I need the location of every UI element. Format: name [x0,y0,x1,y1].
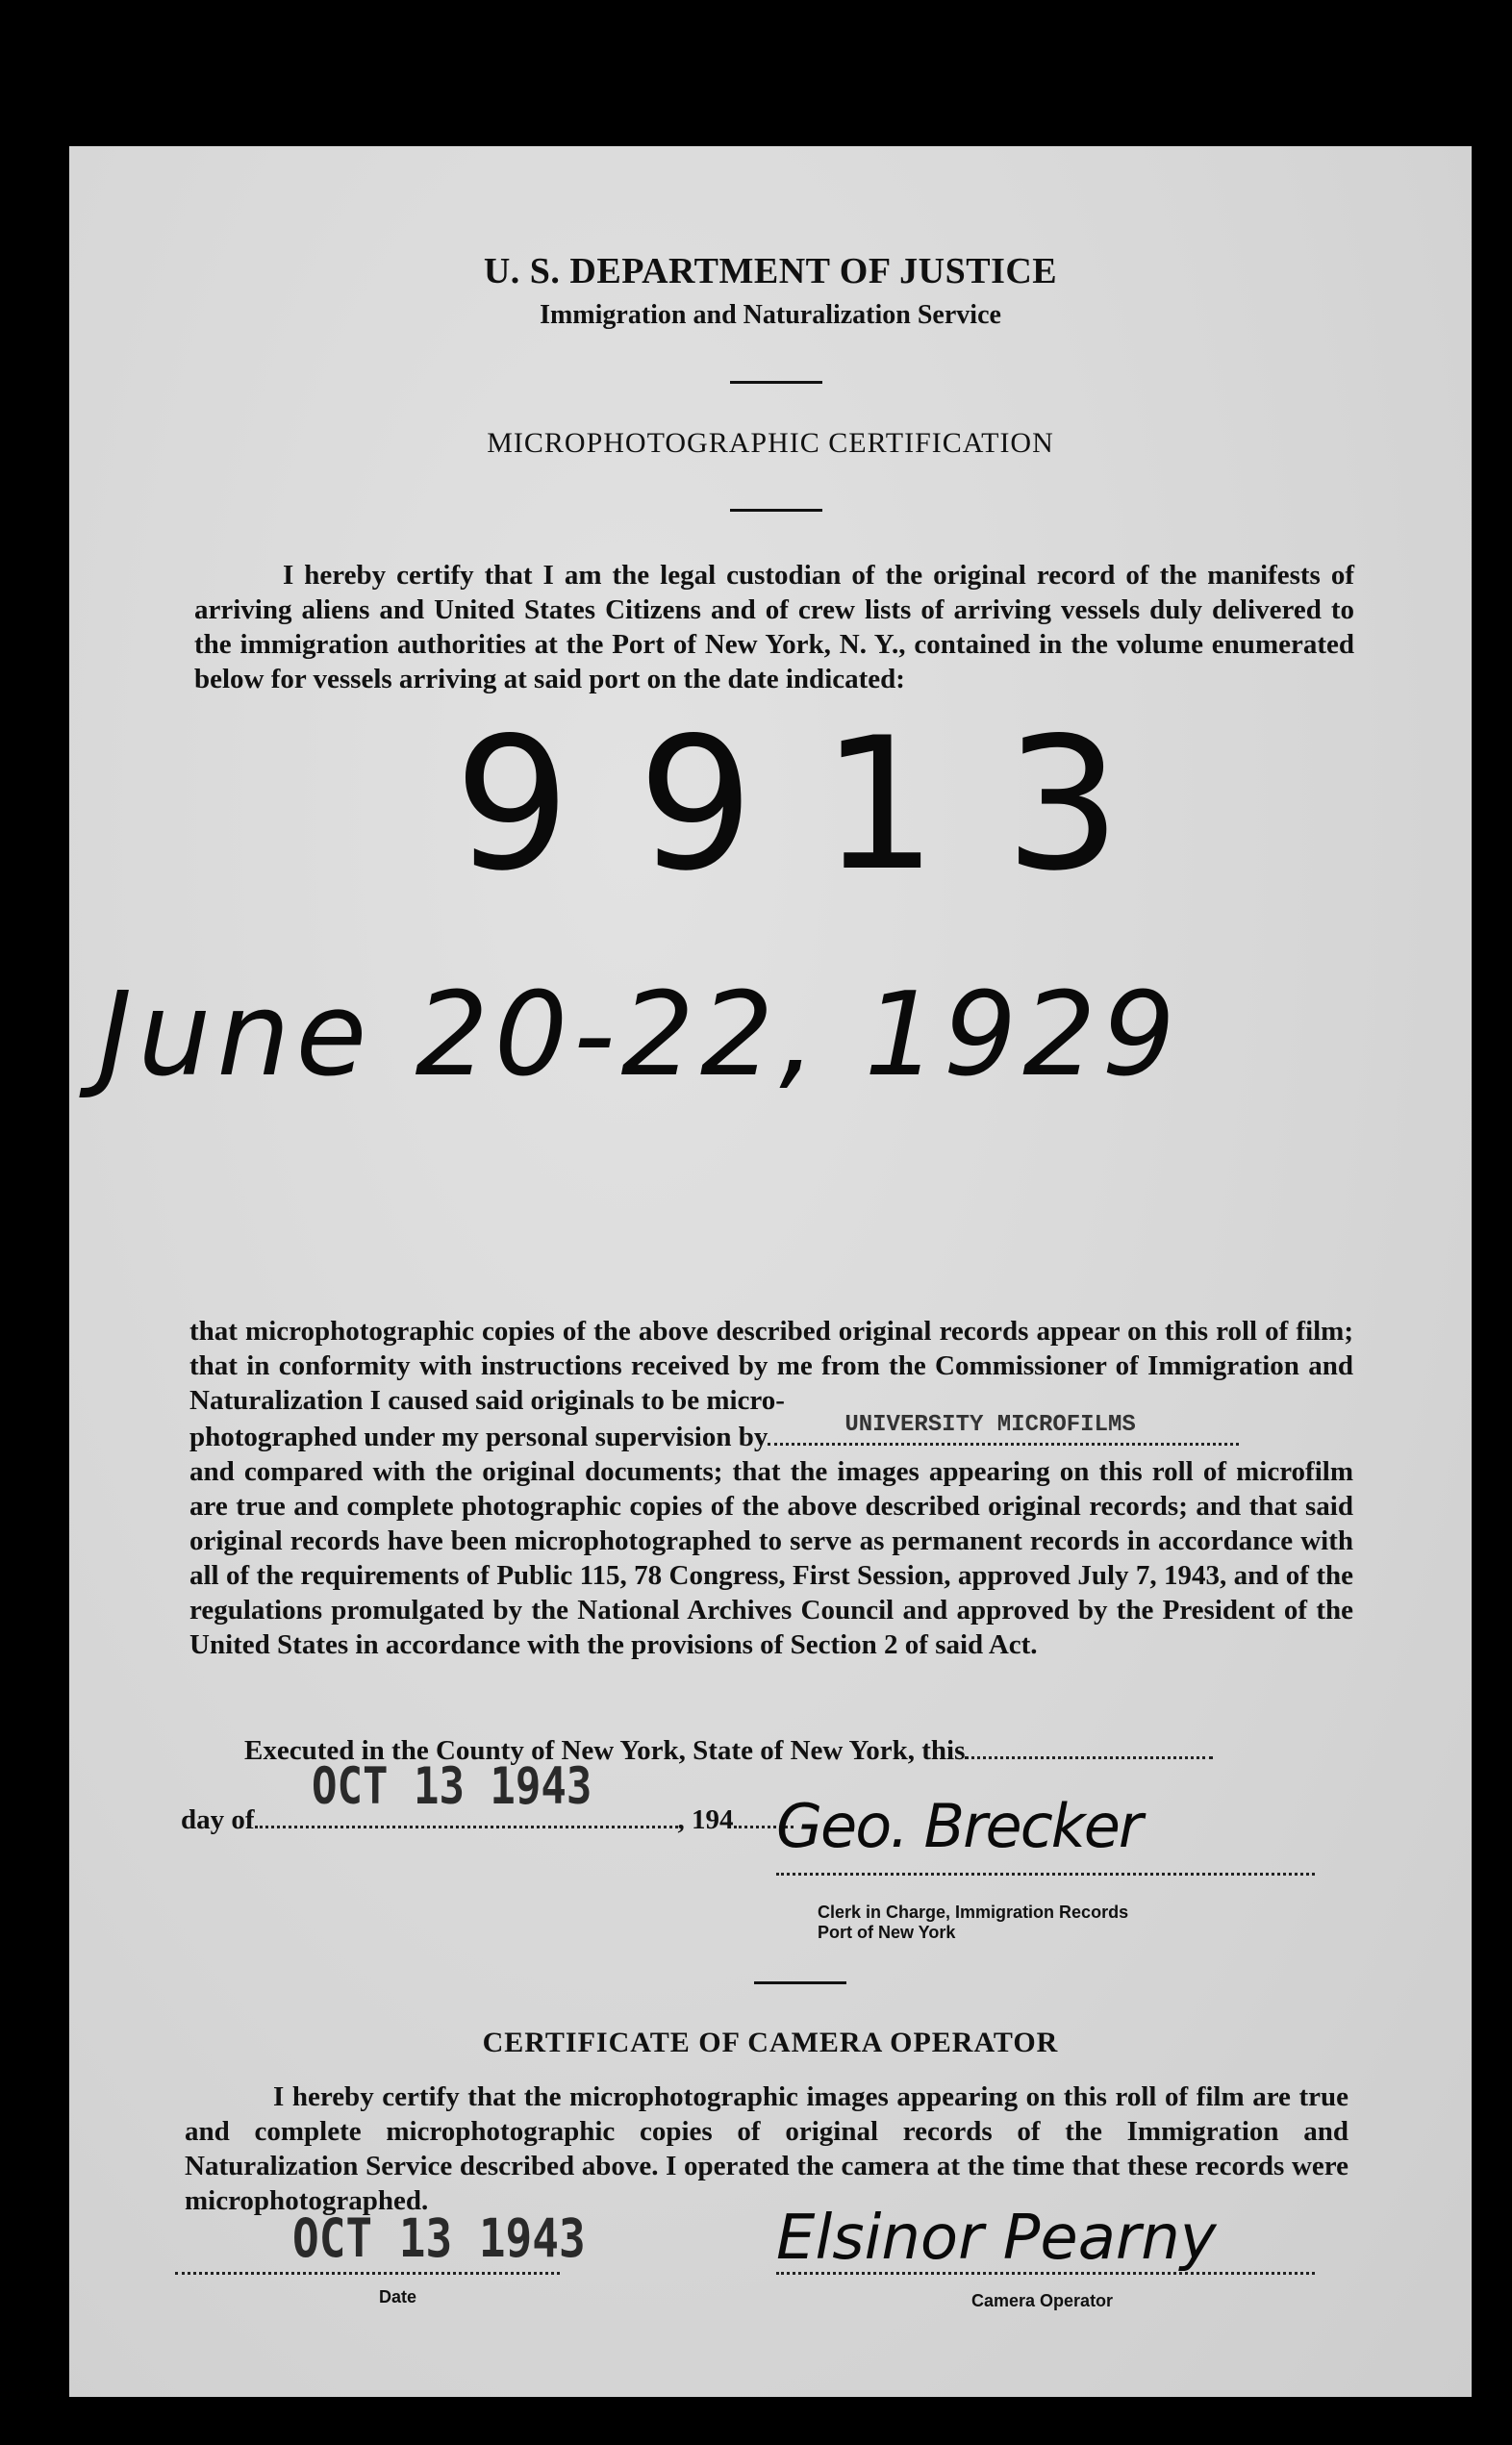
executed-text: Executed in the County of New York, State of New York, this [244,1735,966,1766]
operator-label: Camera Operator [971,2291,1114,2310]
signer-block [818,1903,1128,1943]
clerk-signature: Geo. Brecker [776,1791,1142,1861]
divider [730,381,822,384]
certificate-page [69,146,1472,2397]
certification-heading: MICROPHOTOGRAPHIC CERTIFICATION [487,427,1054,459]
signer-office: Port of New York [818,1923,956,1942]
body-text-3: and compared with the original documents; that the images appearing on this roll of microfilm are true and complete photographic copies of the above described original records; and that said original records have been microphotographed to serve as permanent records in accordance with all of the requirements of Public 115, 78 Congress, First Session, approved July 7, 1943, and of the regulations promulgated by the National Archives Council and approved by the President of the United States in accordance with the provisions of Section 2 of said Act. [189,1456,1353,1660]
operator-signature-line [776,2272,1315,2275]
service-subheading: Immigration and Naturalization Service [540,300,1001,330]
date-line [175,2272,560,2275]
camera-certificate-body [185,2080,1348,2218]
date-stamp: OCT 13 1943 [312,1756,592,1817]
body-text-1: that microphotographic copies of the above described original records appear on this roll of film; that in conformity with instructions received by me from the Commissioner of Immigration and Naturalization I caused said originals to be micro- [189,1316,1353,1416]
body-text-2: photographed under my personal supervision by [189,1422,769,1452]
department-heading: U. S. DEPARTMENT OF JUSTICE [483,251,1058,291]
day-field [965,1737,1213,1759]
handwritten-dates: June 20-22, 1929 [98,969,1181,1102]
certification-body [189,1314,1353,1662]
photographer-field [768,1412,1239,1446]
operator-signature: Elsinor Pearny [776,2203,1217,2274]
camera-certificate-title: CERTIFICATE OF CAMERA OPERATOR [482,2027,1059,2058]
date-label: Date [379,2287,417,2306]
signer-title: Clerk in Charge, Immigration Records [818,1903,1129,1922]
day-of-label: day of [181,1804,255,1835]
photographer-name: UNIVERSITY MICROFILMS [844,1412,1136,1438]
year-prefix: , 194 [677,1804,734,1835]
divider [754,1981,846,1984]
certification-intro [194,558,1354,696]
photographer-line [189,1412,1353,1454]
camera-certificate-text: I hereby certify that the microphotographic images appearing on this roll of film are true and complete microphotographic copies of original records of the Immigration and Naturalization Service described above. I operated the camera at the time that these records were microphotographed. [185,2081,1348,2216]
camera-date-stamp: OCT 13 1943 [292,2206,586,2270]
divider [730,509,822,512]
handwritten-volume-number: 9913 [454,698,1189,911]
signature-line [776,1873,1315,1876]
intro-text: I hereby certify that I am the legal custodian of the original record of the manifests of arriving aliens and United States Citizens and of crew lists of arriving vessels duly delivered to the immigration authorities at the Port of New York, N. Y., contained in the volume enumerated below for vessels arriving at said port on the date indicated: [194,560,1354,694]
